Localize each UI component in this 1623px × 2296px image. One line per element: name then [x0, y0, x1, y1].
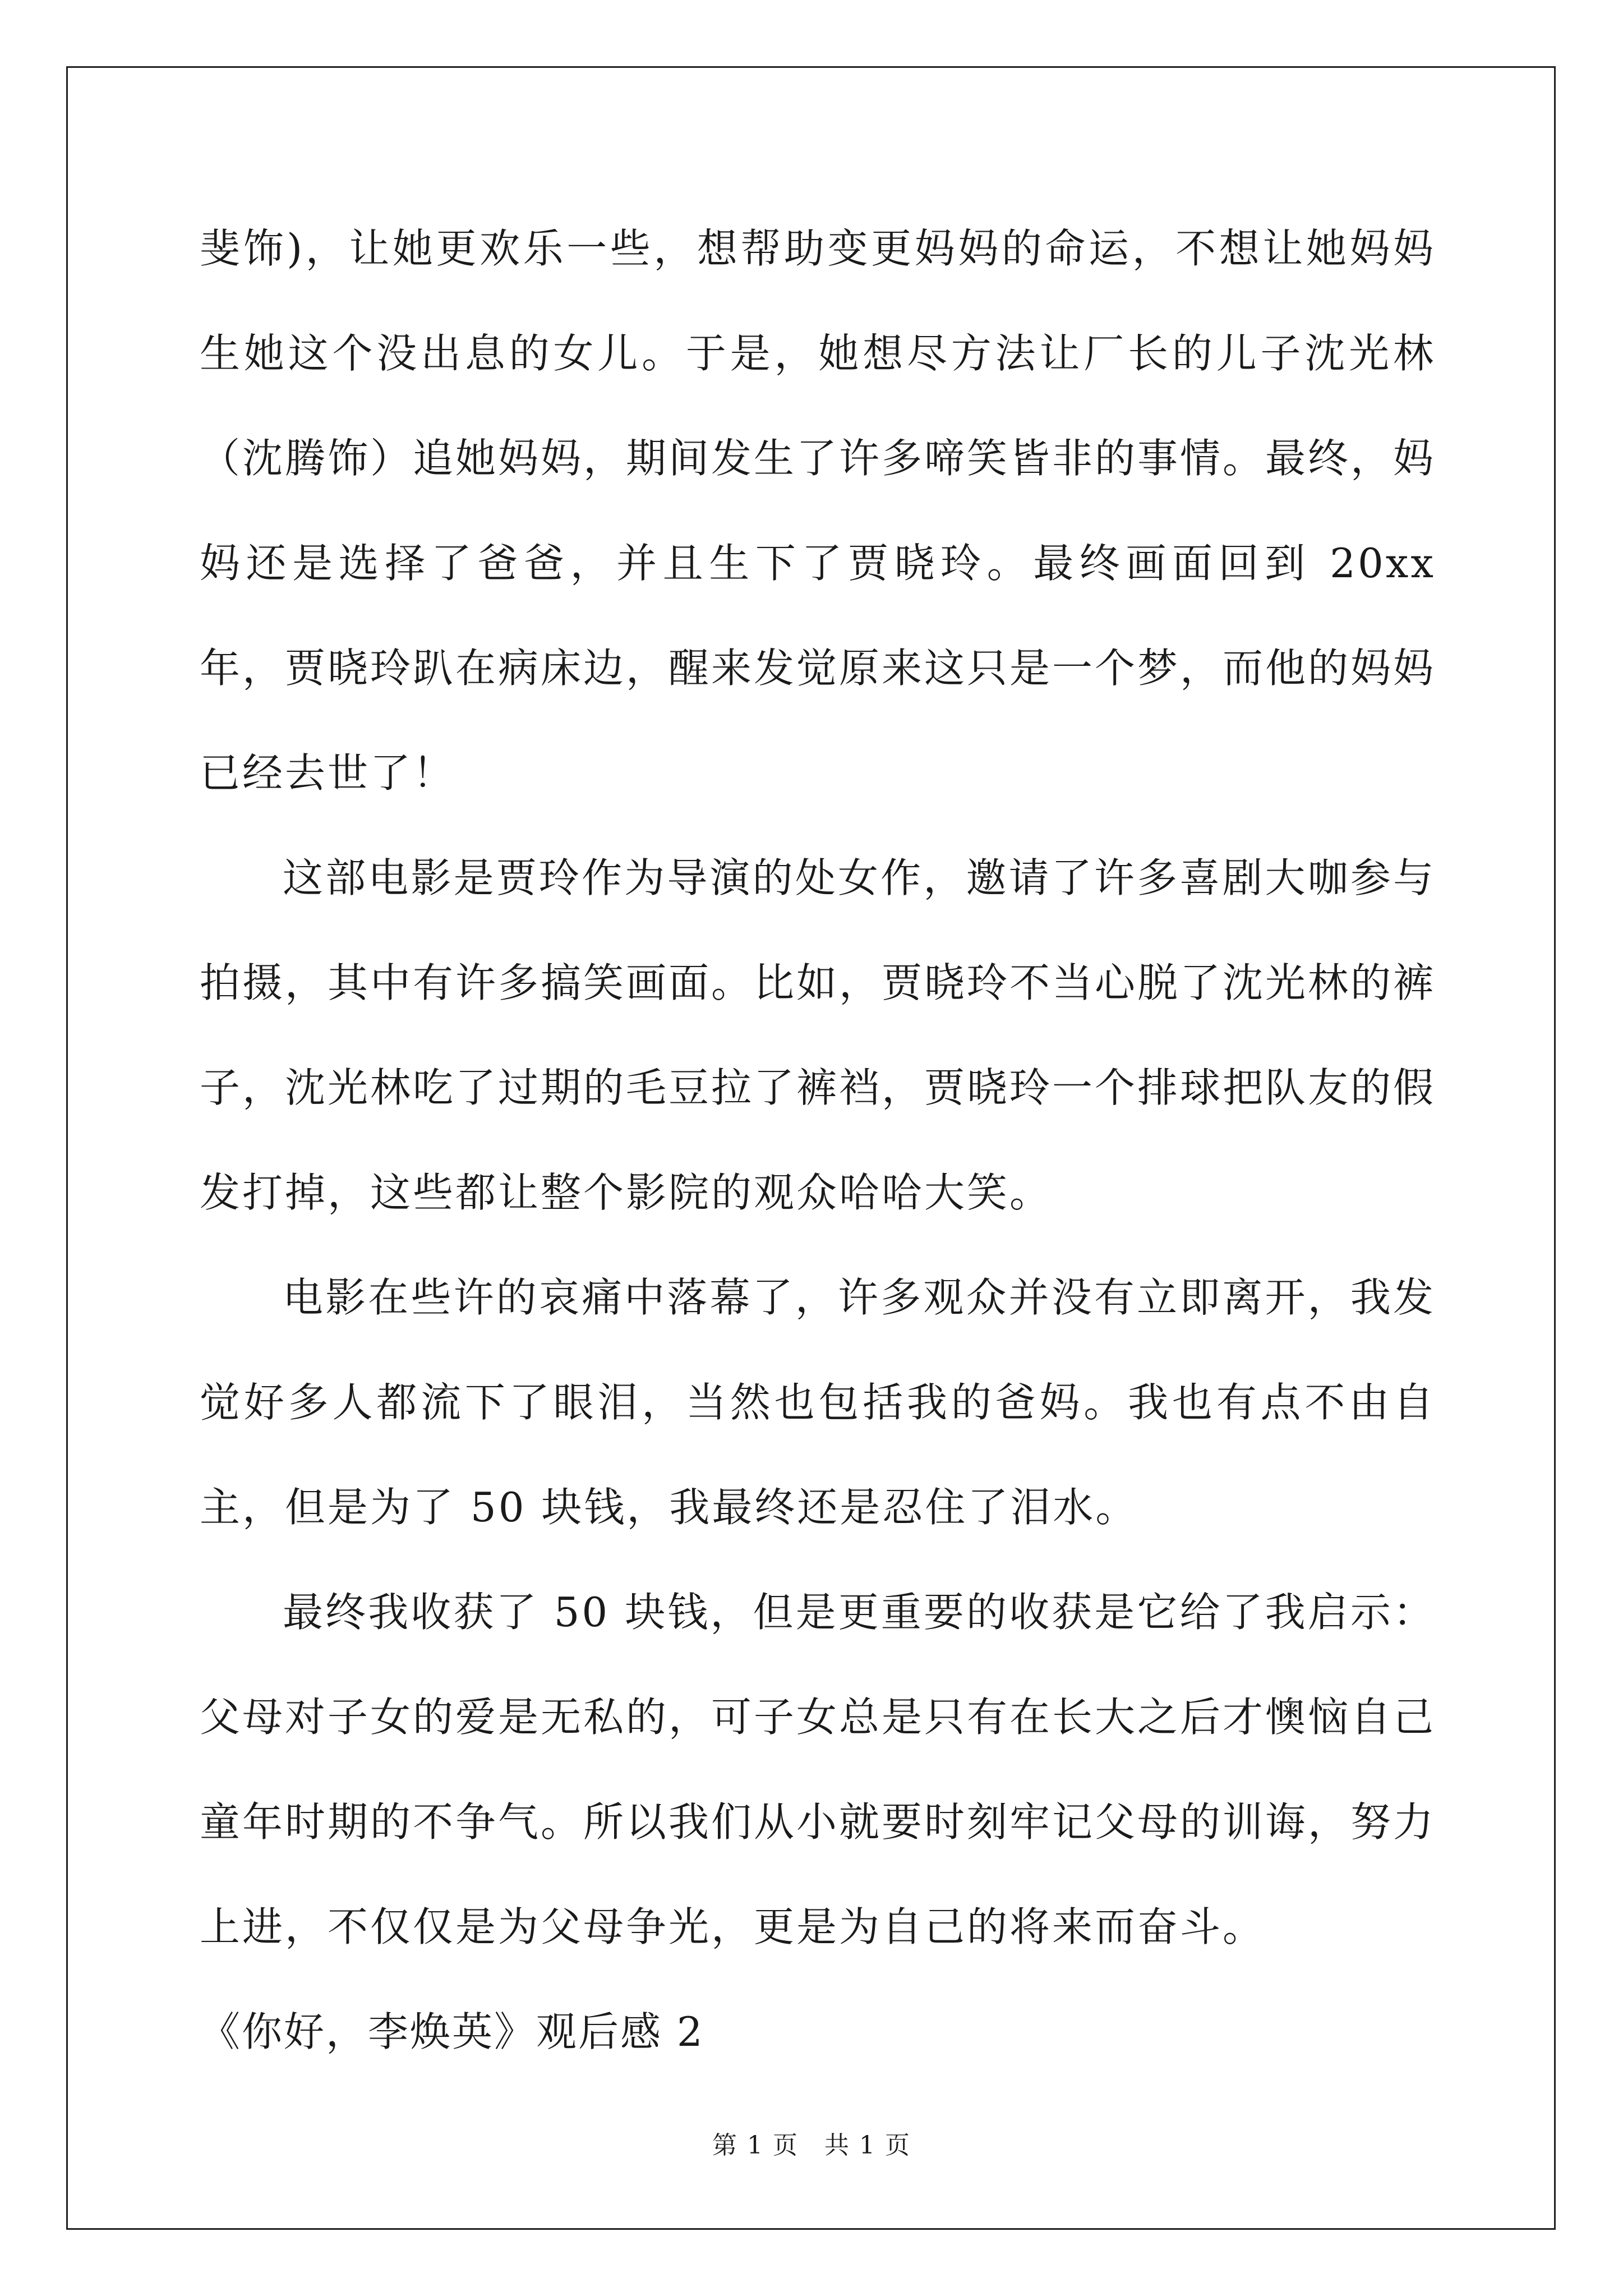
paragraph-film-ending: 电影在些许的哀痛中落幕了，许多观众并没有立即离开，我发觉好多人都流下了眼泪，当然也包括我的爸妈。我也有点不由自主，但是为了 50 块钱，我最终还是忍住了泪水。	[200, 1274, 1436, 1531]
page-footer	[0, 2125, 1623, 2161]
page-total: 共 1 页	[824, 2131, 911, 2160]
paragraph-continuation: 斐饰)，让她更欢乐一些，想帮助变更妈妈的命运，不想让她妈妈生她这个没出息的女儿。于是，她想尽方法让厂长的儿子沈光林（沈腾饰）追她妈妈，期间发生了许多啼笑皆非的事情。最终，妈妈还是选择了爸爸，并且生下了贾晓玲。最终画面回到 20xx 年，贾晓玲趴在病床边，醒来发觉原来这只是一个梦，而他的妈妈已经去世了！	[200, 225, 1436, 797]
paragraph-reflection: 最终我收获了 50 块钱，但是更重要的收获是它给了我启示：父母对子女的爱是无私的，可子女总是只有在长大之后才懊恼自己童年时期的不争气。所以我们从小就要时刻牢记父母的训诲，努力上进，不仅仅是为父母争光，更是为自己的将来而奋斗。	[200, 1589, 1436, 1950]
section-heading: 《你好，李焕英》观后感 2	[200, 2008, 704, 2055]
document-body	[200, 196, 1436, 2085]
page-number: 第 1 页	[712, 2131, 799, 2160]
paragraph-film-comedy: 这部电影是贾玲作为导演的处女作，邀请了许多喜剧大咖参与拍摄，其中有许多搞笑画面。比如，贾晓玲不当心脱了沈光林的裤子，沈光林吃了过期的毛豆拉了裤裆，贾晓玲一个排球把队友的假发打掉，这些都让整个影院的观众哈哈大笑。	[200, 854, 1436, 1216]
